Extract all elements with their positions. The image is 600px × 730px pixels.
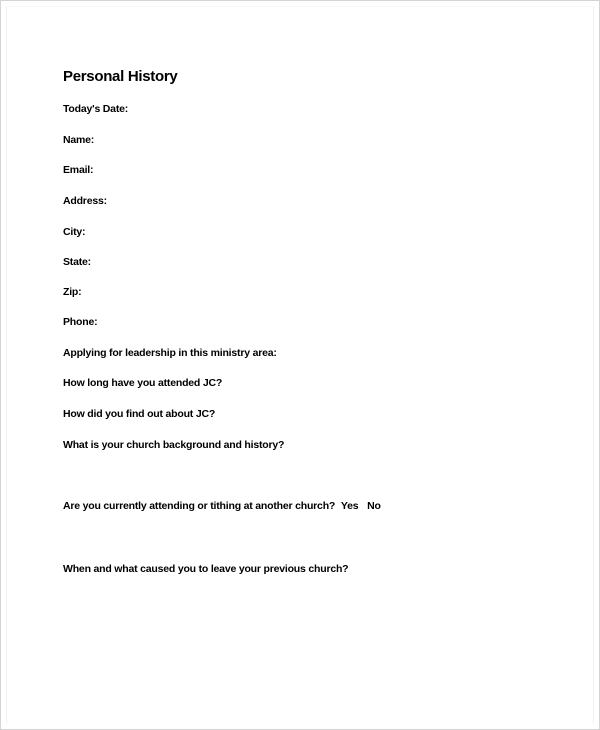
option-yes: Yes xyxy=(340,500,359,512)
field-name: Name: xyxy=(63,134,95,146)
field-attendance-duration: How long have you attended JC? xyxy=(63,377,223,389)
field-leave-previous-church: When and what caused you to leave your previous church? xyxy=(63,563,349,575)
field-phone: Phone: xyxy=(63,316,98,328)
field-city: City: xyxy=(63,226,86,238)
field-how-found: How did you find out about JC? xyxy=(63,408,216,420)
field-church-background: What is your church background and history? xyxy=(63,439,285,451)
field-state: State: xyxy=(63,256,91,268)
field-ministry-area: Applying for leadership in this ministry area: xyxy=(63,347,277,359)
field-todays-date: Today's Date: xyxy=(63,103,129,115)
field-zip: Zip: xyxy=(63,286,82,298)
field-attending-another-church xyxy=(63,500,381,512)
attending-question-text: Are you currently attending or tithing at another church? xyxy=(63,500,336,512)
field-address: Address: xyxy=(63,195,107,207)
field-email: Email: xyxy=(63,164,94,176)
option-no: No xyxy=(367,500,381,512)
document-title: Personal History xyxy=(63,68,178,85)
